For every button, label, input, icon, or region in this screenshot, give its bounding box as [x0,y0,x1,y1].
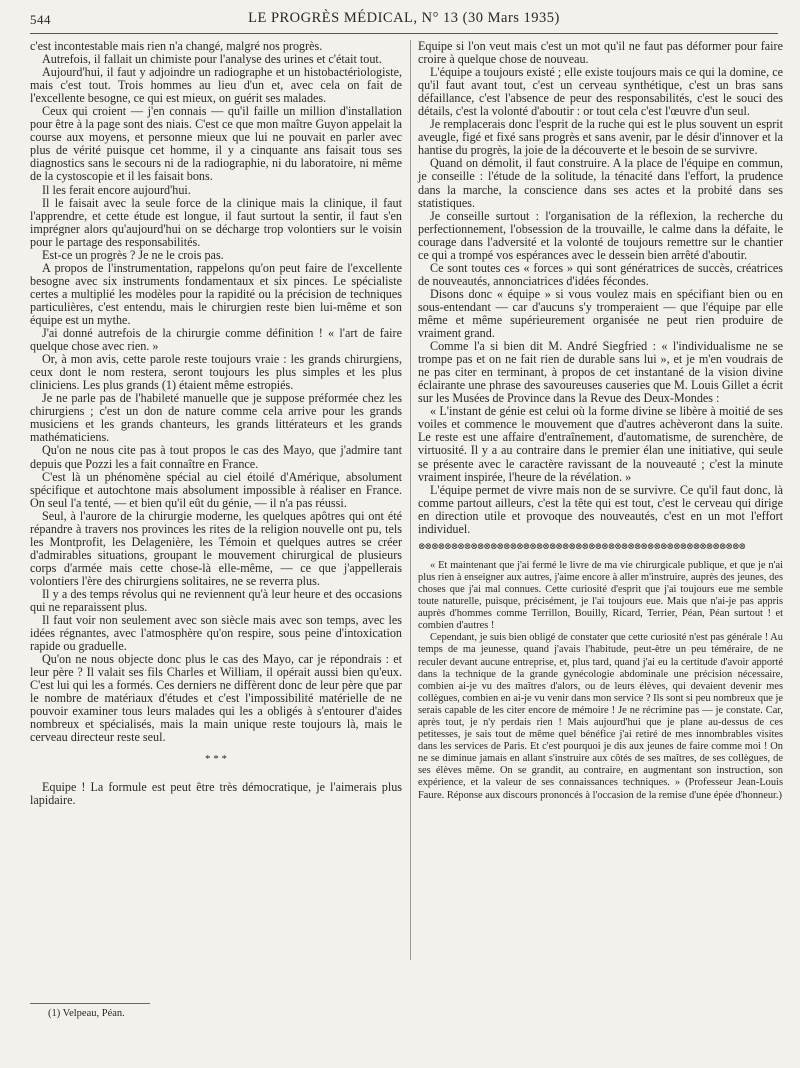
paragraph: Il faut voir non seulement avec son siècle mais avec son temps, avec les idées régnantes, avec l'atmosphère qu'on respire, sous peine d'intoxication rapide ou graduelle. [30,613,402,654]
paragraph: « L'instant de génie est celui où la forme divine se libère à moitié de ses voiles et commence le mouvement que d'autres achèveront dans la suite. Le reste est une affaire d'entraînement, d'automatisme, de surenchère, de virtuosité. Il y a au contraire dans le premier élan une initiative, qui seule se présente avec le caractère ravissant de la nouveauté ; c'est la minute vraiment inspirée, l'heure de la révélation. » [418,404,783,484]
left-column [30,40,402,960]
paragraph: Ceux qui croient — j'en connais — qu'il faille un million d'installation pour être à la page sont des niais. C'est ce que mon maître Guyon appelait la course aux moyens, et personne mieux que lui ne pouvait en parler avec plus de vérité puisque cet homme, il y a cinquante ans faisait tous ses diagnostics sans le secours ni de la radiographie, ni du laboratoire, ni même de la cystoscopie et il les faisait bons. [30,104,402,184]
section-stars: * * * [205,752,227,765]
journal-title: LE PROGRÈS MÉDICAL, N° 13 (30 Mars 1935) [248,10,560,26]
page-number: 544 [30,12,51,27]
paragraph: Disons donc « équipe » si vous voulez mais en spécifiant bien ou en sous-entendant — car d'aucuns s'y tromperaient — que l'équipe par elle même et même supérieurement organisée ne peut rien produire de vraiment grand. [418,286,783,341]
page-header [30,8,778,30]
column-divider [410,40,411,960]
paragraph: Qu'on ne nous objecte donc plus le cas des Mayo, car je répondrais : et leur père ? Il valait ses fils Charles et William, il opérait aussi bien qu'eux. C'est lui qui les a formés. Ces derniers ne diffèrent donc de leur père que par le nombre de matériaux d'études et c'est l'impossibilité matérielle de ne pouvoir examiner tous leurs malades qui les a obligés à s'entourer d'aides nombreux et spécialisés, mais la main unique reste toujours là, mais le cerveau directeur reste seul. [30,652,402,745]
paragraph: Il y a des temps révolus qui ne reviennent qu'à leur heure et des occasions qui ne reparaissent plus. [30,586,402,615]
paragraph: Equipe ! La formule est peut être très démocratique, je l'aimerais plus lapidaire. [30,779,402,807]
footnote-rule [30,1003,150,1004]
paragraph: L'équipe a toujours existé ; elle existe toujours mais ce qui la domine, ce qu'il faut avant tout, c'est un cerveau synthétique, c'est un bras sans défaillance, c'est l'absence de peur des responsabilités, c'est le souci des détails, c'est la volonté d'aboutir : or tout cela c'est l'œuvre d'un seul. [418,65,783,119]
paragraph: Equipe si l'on veut mais c'est un mot qu'il ne faut pas déformer pour faire croire à quelque chose de nouveau. [418,39,783,67]
paragraph: Je ne parle pas de l'habileté manuelle que je suppose préformée chez les chirurgiens ; c'est un don de nature comme cela arrive pour les grands musiciens et les grands chanteurs, les grands littérateurs et les grands mathématiciens. [30,391,402,445]
paragraph: Il le faisait avec la seule force de la clinique mais la clinique, il faut l'apprendre, et cette étude est longue, il faut surtout la sentir, il faut s'en imprégner alors qu'aujourd'hui on se décharge trop volontiers sur le voisin pour le partage des responsabilités. [30,195,402,249]
paragraph: c'est incontestable mais rien n'a changé, malgré nos progrès. [30,39,323,53]
header-rule [30,33,778,34]
quote-paragraph: Cependant, je suis bien obligé de constater que cette curiosité n'est pas générale ! Au temps de ma jeunesse, quand j'avais l'habitude, peut-être un peu téméraire, de ne reculer devant aucune entreprise, et, plus tard, quand j'ai eu la certitude d'avoir apporté dans la technique de la grande gynécologie abdominale une précision nécessaire, combien ai-je vu des maîtres d'alors, ou de leurs élèves, qui devaient devenir mes collègues, combien en ai-je vu venir dans mon service ? Ils sont si peu nombreux que je serais capable de les citer encore de mémoire ! Je ne récrimine pas — je constate. Car, après tout, je n'y perdais rien ! Mais aujourd'hui que je plane au-dessus de ces petitesses, je sais tout de même quel bénéfice j'ai retiré de mes innombrables visites dans les services de Paris. Et c'est pourquoi je dis aux jeunes de faire comme moi ! On ne se diminue jamais en allant s'instruire aux côtés de ses maîtres, de ses collègues, de ses élèves même. On se grandit, au contraire, en augmentant son instruction, son expérience, et la valeur de ses connaissances techniques. » (Professeur Jean-Louis Faure. Réponse aux discours prononcés à l'occasion de la remise d'une épée d'honneur.) [418,632,784,801]
paragraph: Seul, à l'aurore de la chirurgie moderne, les quelques apôtres qui ont été répandre à travers nos provinces les rites de la religion nouvelle ont pu, tels les Montprofit, les Delagenière, les Témoin et quelques autres se créer d'admirables situations, groupant le mouvement chirurgical de plusieurs corps d'armée mais cette chose-là elle-même, — ce que j'appellerais volontiers l'ère des chirurgiens solitaires, ne se reverra plus. [30,508,402,588]
paragraph: Ce sont toutes ces « forces » qui sont génératrices de succès, créatrices de nouveautés, annonciatrices d'idées fécondes. [418,260,783,288]
paragraph: Je remplacerais donc l'esprit de la ruche qui est le plus souvent un esprit aveugle, figé et fixé sans progrès et sans avenir, par le désir d'innover et la hantise du progrès, la joie de la découverte et le besoin de se survivre. [418,117,783,158]
paragraph: L'équipe permet de vivre mais non de se survivre. Ce qu'il faut donc, là comme partout ailleurs, c'est la tête qui est tout, c'est le cerveau qui dirige en direction utile et provoque des nouveautés, c'est en un mot l'effort individuel. [418,482,783,536]
ornamental-divider: ⊗⊗⊗⊗⊗⊗⊗⊗⊗⊗⊗⊗⊗⊗⊗⊗⊗⊗⊗⊗⊗⊗⊗⊗⊗⊗⊗⊗⊗⊗⊗⊗⊗⊗⊗⊗⊗⊗⊗⊗⊗⊗⊗⊗⊗⊗⊗⊗⊗⊗ [418,541,746,550]
paragraph: Il les ferait encore aujourd'hui. [42,182,191,197]
paragraph: C'est là un phénomène spécial au ciel étoilé d'Amérique, absolument spécifique et autochtone mais absolument impossible à réaliser en France. On seul l'a tenté, — et bien qu'il eût du génie, — il n'a pas réussi. [30,469,402,510]
paragraph: Je conseille surtout : l'organisation de la réflexion, la recherche du perfectionnement, l'obsession de la trouvaille, le calme dans la défaite, le courage dans l'adversité et la volonté de toujours remettre sur le chantier ce qui a trompé vos espérances avec le dessein bien arrêté d'aboutir. [418,208,783,262]
paragraph: Comme l'a si bien dit M. André Siegfried : « l'individualisme ne se trompe pas et on ne fait rien de durable sans lui », et je m'en voudrais de ne pas citer en terminant, à propos de cet instantané de la vision divine éclairante une phrase des savoureuses causeries que M. Louis Gillet a écrit sur les Musées de Province dans la Revue des Deux-Mondes : [418,339,783,406]
block-quote [418,560,783,802]
right-column [418,40,783,1050]
quote-paragraph: « Et maintenant que j'ai fermé le livre de ma vie chirurgicale publique, et que je n'ai plus rien à enseigner aux autres, j'aime encore à aller m'instruire, auprès des jeunes, des choses que j'ai mal connues. Cette curiosité d'esprit que j'ai toujours eue me semble toute naturelle, puisque, précisément, je l'ai toujours eue. Mais que n'ai-je pas appris auprès d'hommes comme Terrillon, Bouilly, Ricard, Terrier, Péan, Péan surtout ! et combien d'autres ! [418,559,783,632]
paragraph: Autrefois, il fallait un chimiste pour l'analyse des urines et c'était tout. [42,52,382,67]
paragraph: Est-ce un progrès ? Je ne le crois pas. [42,247,224,262]
paragraph: Or, à mon avis, cette parole reste toujours vraie : les grands chirurgiens, ceux dont le nom restera, seront toujours les plus simples et les plus cliniciens. Les plus grands (1) étaient même estropiés. [30,352,402,393]
footnote: (1) Velpeau, Péan. [48,1008,125,1019]
paragraph: J'ai donné autrefois de la chirurgie comme définition ! « l'art de faire quelque chose avec rien. » [30,326,402,354]
paragraph: Qu'on ne nous cite pas à tout propos le cas des Mayo, que j'admire tant depuis que Pozzi les a fait connaître en France. [30,443,402,471]
paragraph: Quand on démolit, il faut construire. A la place de l'équipe en commun, je conseille : l'étude de la solitude, la ténacité dans l'effort, la prudence dans la marche, la conscience dans ses actes et la probité dans ses statistiques. [418,156,783,210]
paragraph: Aujourd'hui, il faut y adjoindre un radiographe et un histobactériologiste, mais c'est tout. Trois hommes au lieu d'un et, avec cela on fait de l'excellente besogne, ce qui est mieux, on guérit ses malades. [30,65,402,106]
paragraph: A propos de l'instrumentation, rappelons qu'on peut faire de l'excellente besogne avec six instruments fondamentaux et six pinces. Le spécialiste certes a multiplié les modèles pour la rapidité ou la précision de techniques particulières, c'est entendu, mais le chirurgien reste bien lui-même et son équipe est un mythe. [30,260,402,327]
